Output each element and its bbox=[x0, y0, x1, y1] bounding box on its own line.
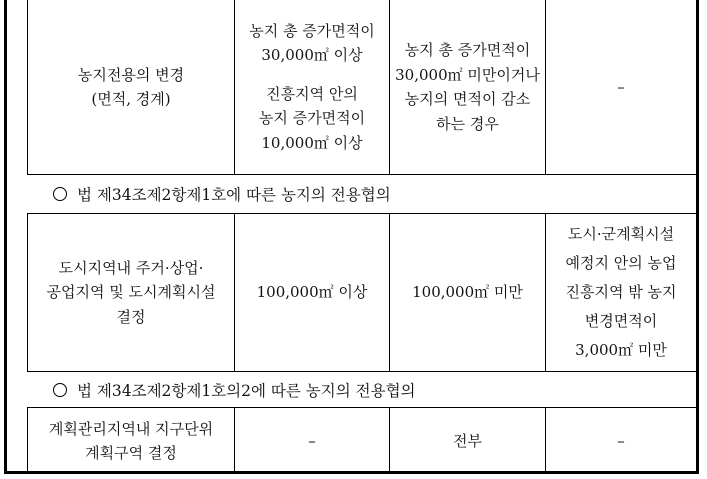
cell-line: 농지전용의 변경 bbox=[77, 65, 185, 84]
cell-line: 농지 총 증가면적이 bbox=[404, 41, 531, 59]
cell-line: 계획구역 결정 bbox=[85, 444, 177, 462]
cell-line: 3,000㎡ 미만 bbox=[575, 341, 667, 359]
section-heading bbox=[53, 180, 391, 208]
cell-line: 하는 경우 bbox=[436, 114, 499, 133]
dash: – bbox=[617, 431, 625, 450]
cell-line: 100,000㎡ 미만 bbox=[412, 283, 523, 302]
cell-line: 100,000㎡ 이상 bbox=[256, 283, 368, 302]
cell-line: 전부 bbox=[453, 431, 482, 450]
cell-line: (면적, 경계) bbox=[91, 90, 171, 108]
cell-line: 결정 bbox=[116, 307, 146, 326]
table-row bbox=[27, 213, 697, 372]
row3-under-threshold-cell bbox=[390, 408, 546, 474]
cell-line: 계획관리지역내 지구단위 bbox=[48, 419, 214, 438]
circle-bullet-icon bbox=[53, 383, 67, 397]
cell-line: 도시·군계획시설 bbox=[567, 225, 675, 243]
cell-line: 10,000㎡ 이상 bbox=[261, 133, 363, 152]
row1-category-cell bbox=[28, 0, 235, 174]
section-text: 법 제34조제2항제1호에 따른 농지의 전용협의 bbox=[77, 186, 391, 204]
row2-threshold-cell bbox=[235, 214, 390, 371]
cell-line: 농지의 면적이 감소 bbox=[404, 90, 531, 108]
table-row bbox=[27, 0, 697, 175]
cell-line: 도시지역내 주거·상업· bbox=[58, 258, 204, 277]
cell-line: 농지 총 증가면적이 bbox=[249, 21, 375, 40]
cell-line: 농지 증가면적이 bbox=[258, 109, 366, 128]
row3-threshold-cell bbox=[235, 408, 390, 474]
row1-under-threshold-cell bbox=[390, 0, 546, 174]
row1-other-cell bbox=[546, 0, 696, 174]
row3-other-cell bbox=[546, 408, 696, 474]
row2-other-cell bbox=[546, 214, 696, 371]
dash: – bbox=[617, 77, 625, 96]
section-text: 법 제34조제2항제1호의2에 따른 농지의 전용협의 bbox=[77, 382, 416, 400]
cell-line: 예정지 안의 농업 bbox=[565, 254, 677, 272]
cell-line: 30,000㎡ 이상 bbox=[261, 46, 363, 65]
row2-under-threshold-cell bbox=[390, 214, 546, 371]
cell-line: 진흥지역 밖 농지 bbox=[565, 283, 677, 301]
section-heading bbox=[53, 376, 416, 404]
row3-category-cell bbox=[28, 408, 235, 474]
cell-line: 30,000㎡ 미만이거나 bbox=[395, 65, 540, 84]
cell-line: 공업지역 및 도시계획시설 bbox=[46, 283, 216, 302]
row1-threshold-cell bbox=[235, 0, 390, 174]
table-row bbox=[27, 407, 697, 474]
cell-line: 변경면적이 bbox=[584, 312, 658, 330]
row2-category-cell bbox=[28, 214, 235, 371]
dash: – bbox=[308, 431, 316, 450]
circle-bullet-icon bbox=[53, 187, 67, 201]
cell-line: 진흥지역 안의 bbox=[266, 84, 358, 103]
